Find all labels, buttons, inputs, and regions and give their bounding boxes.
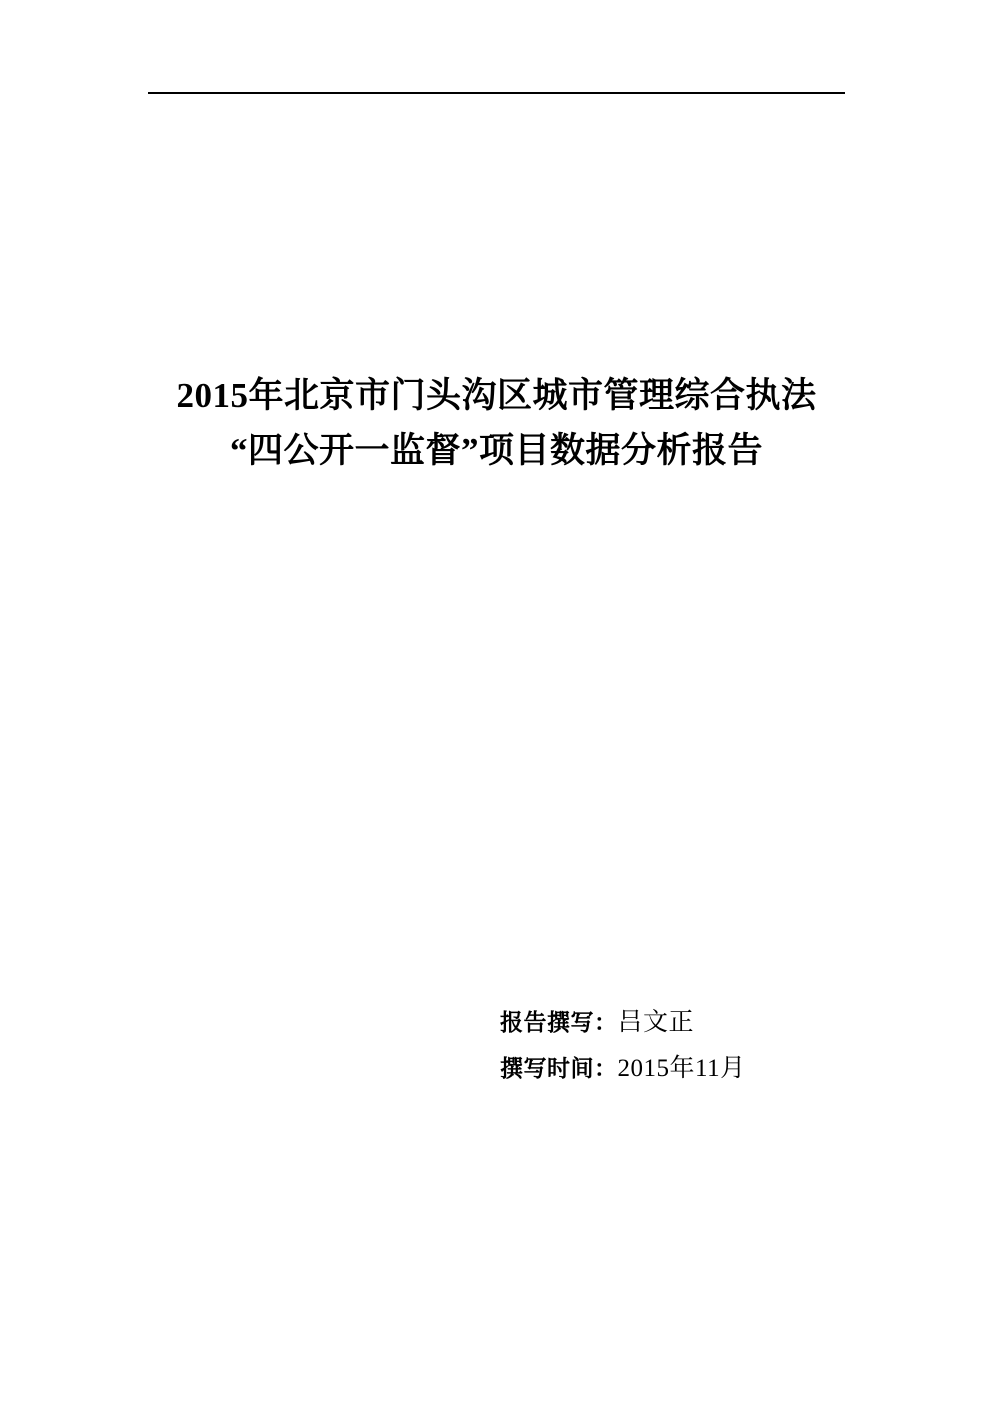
author-line [500, 1000, 920, 1046]
document-title [110, 368, 883, 478]
author-label: 报告撰写： [500, 1010, 618, 1036]
author-value: 吕文正 [617, 1009, 695, 1036]
title-line-2: “四公开一监督”项目数据分析报告 [229, 431, 763, 470]
header-divider [148, 92, 845, 94]
date-value: 2015年11月 [617, 1055, 746, 1082]
date-label: 撰写时间： [500, 1056, 618, 1082]
date-line [500, 1046, 920, 1092]
signature-block [500, 1000, 920, 1092]
title-line-1: 2015年北京市门头沟区城市管理综合执法 [176, 376, 817, 415]
